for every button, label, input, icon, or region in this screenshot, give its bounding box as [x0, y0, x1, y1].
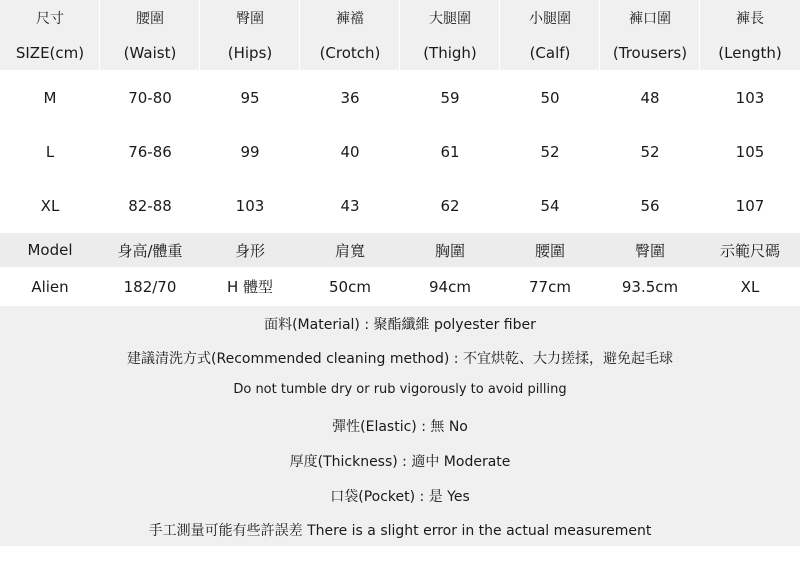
- size-row-xl: [0, 179, 800, 233]
- waist-cell: 82-88: [128, 197, 172, 215]
- column-divider: [499, 0, 500, 70]
- column-divider: [699, 0, 700, 70]
- trousers-cell: 52: [640, 143, 660, 161]
- header-zh-cell: 尺寸: [36, 11, 64, 27]
- column-divider: [299, 0, 300, 70]
- trousers-cell: 56: [640, 197, 660, 215]
- model-header-row: [0, 233, 800, 267]
- length-cell: 107: [735, 197, 765, 215]
- model-header-cell: Model: [27, 241, 73, 259]
- size-header-en-row: [0, 36, 800, 70]
- material-note: 面料(Material) : 聚酯纖維 polyester fiber: [264, 317, 536, 333]
- header-en-cell: (Trousers): [612, 44, 688, 62]
- crotch-cell: 40: [340, 143, 360, 161]
- size-header-zh-row: [0, 0, 800, 36]
- model-header-cell: 身高/體重: [117, 241, 183, 260]
- header-en-cell: SIZE(cm): [15, 44, 85, 62]
- header-en-cell: (Thigh): [423, 44, 477, 62]
- model-header-cell: 腰圍: [534, 241, 565, 260]
- column-divider: [199, 0, 200, 70]
- model-header-cell: 胸圍: [434, 241, 465, 260]
- size-row-m: [0, 71, 800, 125]
- model-header-cell: 肩寬: [334, 241, 365, 260]
- crotch-cell: 43: [340, 197, 360, 215]
- model-height-weight-cell: 182/70: [123, 277, 177, 296]
- model-size-cell: XL: [740, 277, 760, 296]
- calf-cell: 50: [540, 89, 560, 107]
- length-cell: 105: [735, 143, 765, 161]
- thickness-note: 厚度(Thickness) : 適中 Moderate: [289, 454, 511, 470]
- header-en-cell: (Crotch): [319, 44, 381, 62]
- model-data-row: [0, 267, 800, 306]
- model-header-cell: 臀圍: [634, 241, 665, 260]
- model-header-cell: 示範尺碼: [719, 241, 780, 260]
- waist-cell: 70-80: [128, 89, 172, 107]
- header-zh-cell: 腰圍: [136, 11, 164, 27]
- product-notes: [0, 306, 800, 546]
- size-cell: L: [45, 143, 55, 161]
- column-divider: [99, 0, 100, 70]
- header-zh-cell: 大腿圍: [429, 11, 471, 27]
- hips-cell: 99: [240, 143, 260, 161]
- header-en-cell: (Calf): [529, 44, 571, 62]
- calf-cell: 54: [540, 197, 560, 215]
- measurement-error-note: 手工測量可能有些許誤差 There is a slight error in the actual measurement: [148, 523, 652, 539]
- elastic-note: 彈性(Elastic) : 無 No: [332, 419, 468, 435]
- hips-cell: 103: [235, 197, 265, 215]
- header-en-cell: (Hips): [227, 44, 273, 62]
- model-shoulder-cell: 50cm: [329, 277, 371, 296]
- model-chest-cell: 94cm: [429, 277, 471, 296]
- cleaning-note: 建議清洗方式(Recommended cleaning method) : 不宜烘乾、大力搓揉，避免起毛球: [127, 351, 673, 367]
- model-header-cell: 身形: [234, 241, 265, 260]
- column-divider: [599, 0, 600, 70]
- header-zh-cell: 臀圍: [236, 11, 264, 27]
- model-waist-cell: 77cm: [529, 277, 571, 296]
- size-row-l: [0, 125, 800, 179]
- model-body-type-cell: H 體型: [226, 278, 274, 296]
- calf-cell: 52: [540, 143, 560, 161]
- thigh-cell: 62: [440, 197, 460, 215]
- column-divider: [399, 0, 400, 70]
- hips-cell: 95: [240, 89, 260, 107]
- waist-cell: 76-86: [128, 143, 172, 161]
- header-zh-cell: 褲長: [736, 11, 764, 27]
- model-name-cell: Alien: [31, 277, 69, 296]
- pocket-note: 口袋(Pocket) : 是 Yes: [330, 489, 470, 505]
- model-hips-cell: 93.5cm: [621, 277, 679, 296]
- trousers-cell: 48: [640, 89, 660, 107]
- cleaning-note-en: Do not tumble dry or rub vigorously to avoid pilling: [233, 382, 567, 397]
- size-cell: M: [43, 89, 57, 107]
- header-zh-cell: 褲襠: [336, 11, 364, 27]
- header-zh-cell: 褲口圍: [629, 11, 671, 27]
- header-en-cell: (Length): [718, 44, 782, 62]
- crotch-cell: 36: [340, 89, 360, 107]
- thigh-cell: 61: [440, 143, 460, 161]
- header-en-cell: (Waist): [123, 44, 177, 62]
- length-cell: 103: [735, 89, 765, 107]
- size-cell: XL: [40, 197, 60, 215]
- thigh-cell: 59: [440, 89, 460, 107]
- header-zh-cell: 小腿圍: [529, 11, 571, 27]
